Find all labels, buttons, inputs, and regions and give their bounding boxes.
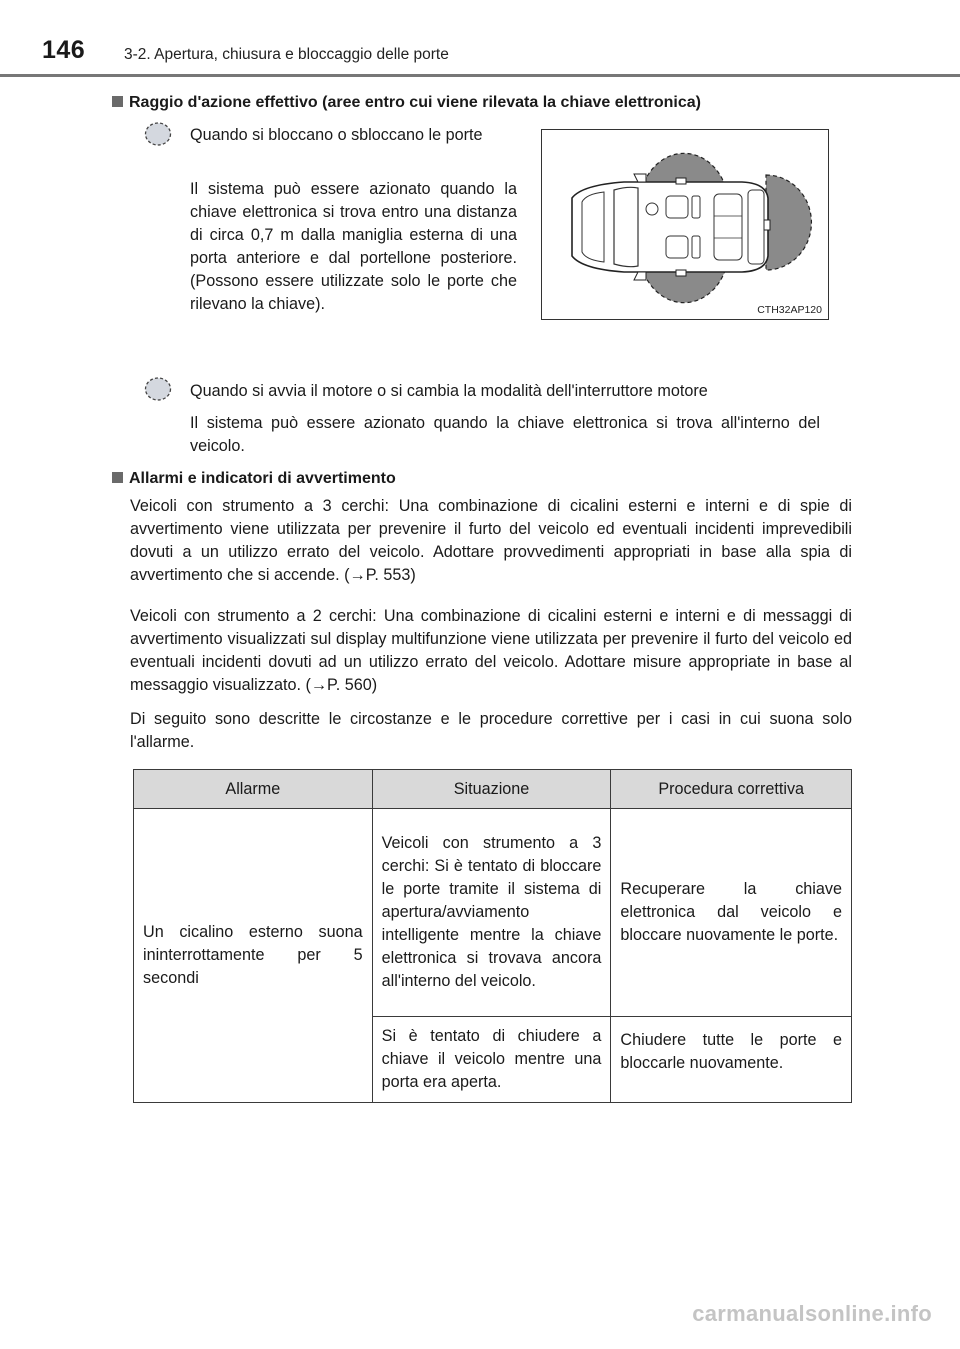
table-row — [134, 809, 852, 1017]
procedure-cell: Recuperare la chiave elettronica dal veicolo e bloccare nuovamente le porte. — [611, 809, 852, 1017]
situation-cell: Si è tentato di chiudere a chiave il veicolo mentre una porta era aperta. — [372, 1017, 611, 1103]
windshield — [614, 187, 638, 266]
antenna-icon — [676, 178, 686, 184]
section-heading-alarms — [112, 470, 396, 488]
item2-body: Il sistema può essere azionato quando la chiave elettronica si trova all'interno del veicolo. — [190, 414, 820, 455]
rear-door-zone — [766, 175, 811, 270]
watermark: carmanualsonline.info — [692, 1301, 932, 1326]
speech-bubble-icon — [144, 376, 172, 402]
procedure-cell: Chiudere tutte le porte e bloccarle nuovamente. — [611, 1017, 852, 1103]
square-bullet-icon — [112, 472, 123, 483]
paragraph-2-dial: Veicoli con strumento a 2 cerchi: Una combinazione di cicalini esterni e interni e di messaggi di avvertimento visualizzati sul display multifunzione viene utilizzata per prevenire il furto del veicolo ed eventuali incidenti dovuti ad un utilizzo errato del veicolo. Adottare misure appropriate in base al messaggio visualizzato. (→P. 560) — [130, 607, 852, 694]
page-header — [0, 0, 960, 80]
paragraph-alarm-intro: Di seguito sono descritte le circostanze e le procedure correttive per i casi in cui suona solo l'allarme. — [130, 710, 852, 751]
section-heading-text: Raggio d'azione effettivo (aree entro cui viene rilevata la chiave elettronica) — [129, 94, 701, 111]
hood — [582, 192, 604, 262]
situation-cell: Veicoli con strumento a 3 cerchi: Si è tentato di bloccare le porte tramite il sistema di apertura/avviamento intelligente mentre la chiave elettronica si trovava ancora all'interno del veicolo. — [372, 809, 611, 1017]
alarm-cell: Un cicalino esterno suona ininterrottamente per 5 secondi — [134, 809, 373, 1103]
tailgate — [748, 190, 764, 264]
column-header: Allarme — [134, 770, 373, 809]
column-header: Situazione — [372, 770, 611, 809]
alarm-table — [133, 769, 852, 1103]
detection-range-figure — [541, 129, 829, 320]
front-seat-left — [666, 196, 688, 218]
chapter-title: 3-2. Apertura, chiusura e bloccaggio delle porte — [124, 46, 449, 63]
item2-heading: Quando si avvia il motore o si cambia la modalità dell'interruttore motore — [190, 382, 708, 400]
column-header: Procedura correttiva — [611, 770, 852, 809]
table-header-row — [134, 770, 852, 809]
section-heading-range — [112, 94, 701, 112]
antenna-icon — [764, 220, 770, 230]
paragraph-3-dial: Veicoli con strumento a 3 cerchi: Una combinazione di cicalini esterni e interni e di spie di avvertimento viene utilizzata per prevenire il furto del veicolo ed eventuali incidenti imprevedibili dovuti a un utilizzo errato del veicolo. Adottare provvedimenti appropriati in base alla spia di avvertimento che si accende. (→P. 553) — [130, 497, 852, 584]
car-top-view-illustration — [542, 130, 828, 319]
item1-heading: Quando si bloccano o sbloccano le porte — [190, 126, 483, 144]
section-heading-text: Allarmi e indicatori di avvertimento — [129, 470, 396, 487]
steering-wheel — [646, 203, 658, 215]
square-bullet-icon — [112, 96, 123, 107]
rear-seat — [714, 194, 742, 260]
antenna-icon — [676, 270, 686, 276]
header-rule — [0, 74, 960, 77]
page-number: 146 — [42, 36, 86, 64]
speech-bubble-icon — [144, 121, 172, 147]
item1-body: Il sistema può essere azionato quando la chiave elettronica si trova entro una distanza di circa 0,7 m dalla maniglia esterna di una porta anteriore e dal portellone posteriore. (Possono essere utilizzate solo le porte che rilevano la chiave). — [190, 180, 517, 313]
front-seat-right — [666, 236, 688, 258]
figure-code: CTH32AP120 — [757, 304, 822, 316]
